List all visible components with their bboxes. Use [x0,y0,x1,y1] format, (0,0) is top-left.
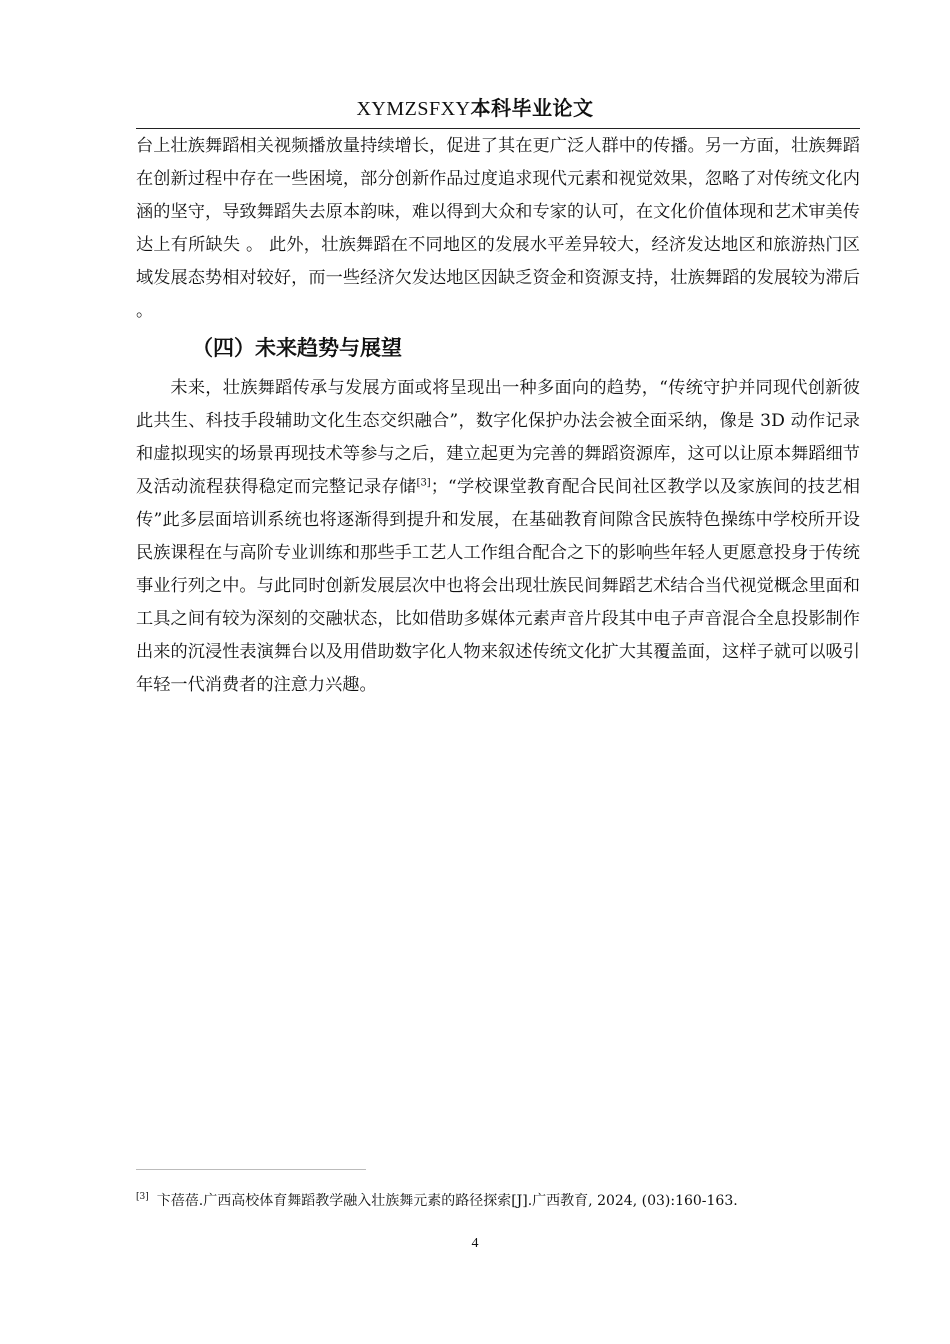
section-heading: （四）未来趋势与展望 [192,336,402,360]
paragraph-text-after-ref: ；“学校课堂教育配合民间社区教学以及家族间的技艺相传”此多层面培训系统也将逐渐得到提升和发展，在基础教育间隙含民族特色操练中学校所开设民族课程在与高阶专业训练和那些手工艺人工作组合配合之下的影响些年轻人更愿意投身于传统事业行列之中。与此同时创新发展层次中也将会出现壮族民间舞蹈艺术结合当代视觉概念里面和工具之间有较为深刻的交融状态，比如借助多媒体元素声音片段其中电子声音混合全息投影制作出来的沉浸性表演舞台以及用借助数字化人物来叙述传统文化扩大其覆盖面，这样子就可以吸引年轻一代消费者的注意力兴趣。 [136,477,860,695]
paragraph-continued: 台上壮族舞蹈相关视频播放量持续增长，促进了其在更广泛人群中的传播。另一方面，壮族舞蹈在创新过程中存在一些困境，部分创新作品过度追求现代元素和视觉效果，忽略了对传统文化内涵的坚守，导致舞蹈失去原本韵味，难以得到大众和专家的认可，在文化价值体现和艺术审美传达上有所缺失 。 此外，壮族舞蹈在不同地区的发展水平差异较大，经济发达地区和旅游热门区域发展态势相对较好，而一些经济欠发达地区因缺乏资金和资源支持，壮族舞蹈的发展较为滞后 。 [136,136,860,321]
header-rule [136,128,860,129]
paragraph-future-trends [136,372,860,702]
body-text [136,130,860,702]
footnote [136,1190,860,1212]
footnote-reference[interactable]: [3] [416,477,431,489]
header-title-cjk: 本科毕业论文 [470,96,594,120]
footnote-divider [136,1169,366,1170]
footnote-text: 卞蓓蓓.广西高校体育舞蹈教学融入壮族舞元素的路径探索[J].广西教育, 2024, (03):160-163. [156,1193,738,1209]
running-header [0,92,950,121]
footnote-marker: [3] [136,1192,149,1203]
header-title-latin: XYMZSFXY [356,98,471,120]
paragraph-text-before-ref: 未来，壮族舞蹈传承与发展方面或将呈现出一种多面向的趋势，“传统守护并同现代创新彼此共生、科技手段辅助文化生态交织融合”，数字化保护办法会被全面采纳，像是 3D 动作记录和虚拟现实的场景再现技术等参与之后，建立起更为完善的舞蹈资源库，这可以让原本舞蹈细节及活动流程获得稳定而完整记录存储 [136,378,860,497]
page-number: 4 [471,1236,479,1251]
